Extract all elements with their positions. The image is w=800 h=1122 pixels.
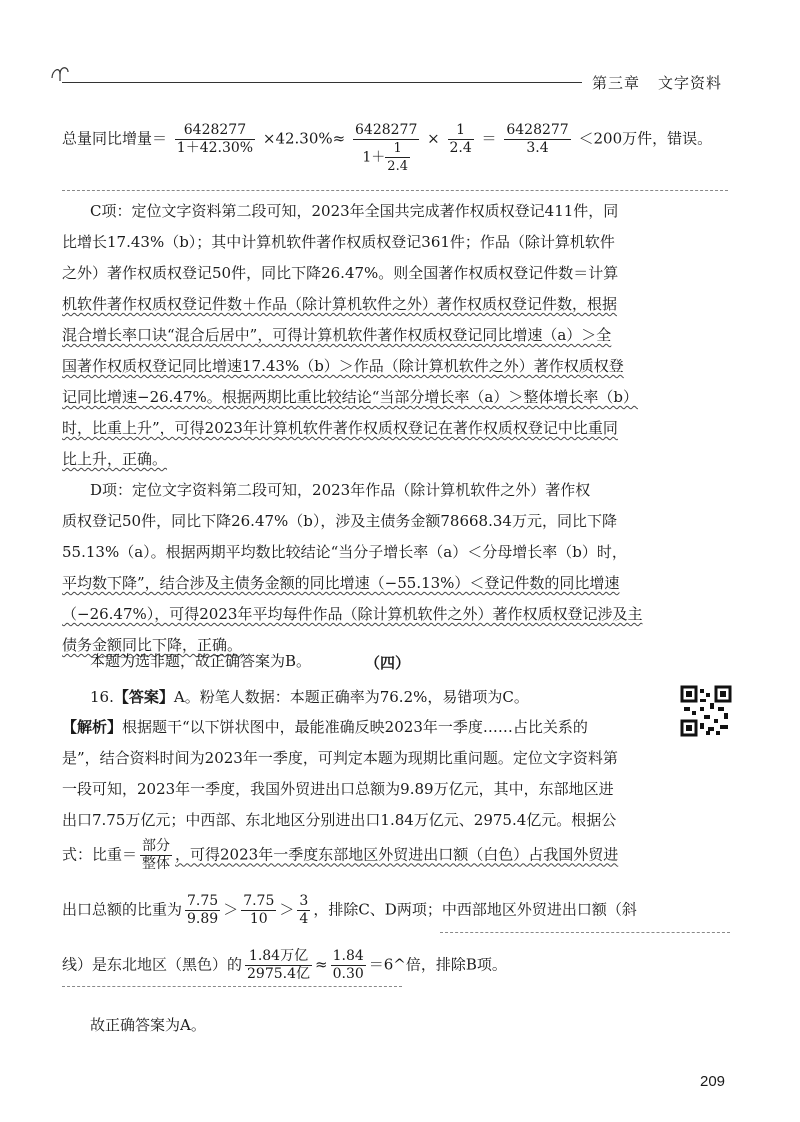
fraction-3-4: $\frac{3}{4}$ [299, 893, 309, 927]
c-line-7: 记同比增速−26.47%。根据两期比重比较结论“当部分增长率（a）＞整体增长率（b） [62, 388, 638, 406]
fraction-4: $\frac{6428277}{3.4}$ [506, 122, 569, 156]
answer-text: A。粉笔人数据：本题正确率为76.2%，易错项为C。 [173, 688, 529, 706]
formula-lead: 总量同比增量＝ [62, 129, 168, 148]
c-line-9: 比上升，正确。 [62, 450, 168, 468]
gt-1: ＞ [223, 900, 239, 919]
d-line-6: 债务金额同比下降，正确。 [62, 636, 243, 654]
answer-line [90, 690, 529, 705]
approx-sign: ≈ [315, 955, 328, 974]
conclusion-1: 本题为选非题，故正确答案为B。 [90, 652, 312, 670]
fraction-184-29754: $\frac{\text{1.84万亿}}{\text{2975.4亿}}$ [247, 948, 311, 982]
ratio-tail: ，排除C、D两项；中西部地区外贸进出口额（斜 [313, 900, 637, 919]
question-number: 16. [90, 688, 114, 706]
d-line-5: （−26.47%），可得2023年平均每件作品（除计算机软件之外）著作权质权登记涉及主 [62, 605, 643, 623]
formula-line [62, 122, 712, 175]
page-number: 209 [700, 1073, 726, 1090]
formula-times: × [427, 129, 440, 148]
c-line-2: 比增长17.43%（b）；其中计算机软件著作权质权登记361件；作品（除计算机软件 [62, 233, 615, 251]
chapter-heading [592, 72, 722, 93]
formula-underline [62, 190, 728, 191]
formula-proportion-tail: ，可得2023年一季度东部地区外贸进出口额（白色）占我国外贸进 [175, 845, 619, 864]
d-line-3: 55.13%（a）。根据两期平均数比较结论“当分子增长率（a）＜分母增长率（b）时， [62, 543, 627, 561]
ratio-lead: 出口总额的比重为 [62, 900, 183, 919]
c-line-1: C项：定位文字资料第二段可知，2023年全国共完成著作权质权登记411件，同 [90, 202, 619, 220]
fraction-775-989: $\frac{7.75}{9.89}$ [187, 893, 219, 927]
chapter-title: 文字资料 [658, 74, 723, 92]
conclusion-2: 故正确答案为A。 [90, 1016, 206, 1034]
analysis-black-line [62, 948, 507, 983]
black-underline [62, 986, 402, 987]
fraction-184-030: $\frac{1.84}{0.30}$ [332, 948, 364, 982]
fraction-775-10: $\frac{7.75}{10}$ [243, 893, 275, 927]
analysis-line-2: 是”，结合资料时间为2023年一季度，可判定本题为现期比重问题。定位文字资料第 [62, 749, 618, 767]
d-line-1: D项：定位文字资料第二段可知，2023年作品（除计算机软件之外）著作权 [90, 481, 591, 499]
section-title: （四） [365, 654, 411, 672]
analysis-ratio-line [62, 893, 637, 928]
analysis-text-1: 根据题干“以下饼状图中，最能准确反映2023年一季度……占比关系的 [122, 718, 588, 736]
analysis-line-4: 出口7.75万亿元；中西部、东北地区分别进出口1.84万亿元、2975.4亿元。根据公 [62, 811, 617, 829]
gt-2: ＞ [279, 900, 295, 919]
fraction-2: 6428277 1＋ $\frac{1}{2.4}$ [355, 122, 418, 174]
c-line-8: 时，比重上升”，可得2023年计算机软件著作权质权登记在著作权质权登记中比重同 [62, 419, 618, 437]
formula-equals: ＝ [481, 129, 497, 148]
answer-label: 【答案】 [113, 688, 174, 706]
fraction-1: $\frac{6428277}{1+42.30\%}$ [176, 122, 254, 156]
c-line-3: 之外）著作权质权登记50件，同比下降26.47%。则全国著作权质权登记件数＝计算 [62, 264, 619, 282]
ratio-underline [440, 932, 730, 933]
c-line-5: 混合增长率口诀“混合后居中”，可得计算机软件著作权质权登记同比增速（a）＞全 [62, 326, 612, 344]
black-tail: ＝6^倍，排除B项。 [368, 955, 507, 974]
c-line-6: 国著作权质权登记同比增速17.43%（b）＞作品（除计算机软件之外）著作权质权登 [62, 357, 624, 375]
d-line-2: 质权登记50件，同比下降26.47%（b），涉及主债务金额78668.34万元，同比下降 [62, 512, 617, 530]
analysis-formula-line [62, 838, 618, 873]
analysis-line-3: 一段可知，2023年一季度，我国外贸进出口总额为9.89万亿元，其中，东部地区进 [62, 780, 614, 798]
leaf-ornament-icon [48, 62, 72, 82]
c-line-4: 机软件著作权质权登记件数＋作品（除计算机软件之外）著作权质权登记件数，根据 [62, 295, 618, 313]
fraction-3: $\frac{1}{2.4}$ [449, 122, 472, 156]
formula-proportion-lead: 式：比重＝ [62, 845, 138, 864]
formula-tail: ＜200万件，错误。 [578, 129, 713, 148]
analysis-line-1 [62, 720, 588, 735]
black-lead: 线）是东北地区（黑色）的 [62, 955, 243, 974]
qr-code-icon [680, 685, 732, 737]
fraction-part-whole: $\frac{\text{部分}}{\text{整体}}$ [142, 838, 171, 872]
formula-multiply: ×42.30%≈ [262, 129, 346, 148]
d-line-4: 平均数下降”，结合涉及主债务金额的同比增速（−55.13%）＜登记件数的同比增速 [62, 574, 620, 592]
analysis-label: 【解析】 [62, 718, 123, 736]
chapter-number: 第三章 [592, 74, 641, 92]
header-rule [62, 82, 582, 83]
